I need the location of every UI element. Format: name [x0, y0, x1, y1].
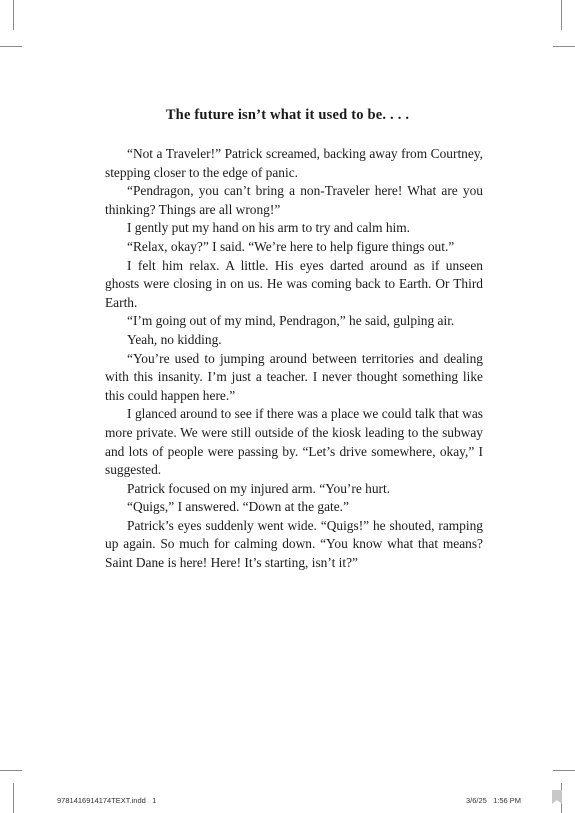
paragraph: “Relax, okay?” I said. “We’re here to help figure things out.” [127, 238, 455, 254]
paragraph: “Pendragon, you can’t bring a non-Traveler here! What are you thinking? Things are all wrong!” [105, 183, 483, 217]
paragraph: I gently put my hand on his arm to try and calm him. [127, 220, 411, 236]
crop-mark-top-left-h [0, 46, 22, 47]
paragraph: “I’m going out of my mind, Pendragon,” he said, gulping air. [127, 313, 455, 329]
crop-mark-top-left [13, 0, 14, 30]
paragraph: “You’re used to jumping around between territories and dealing with this insanity. I’m just a teacher. I never thought something like this could happen here.” [105, 350, 483, 403]
paragraph: Patrick focused on my injured arm. “You’re hurt. [127, 480, 391, 496]
crop-mark-bottom-right-h [553, 770, 575, 771]
paragraph: “Not a Traveler!” Patrick screamed, backing away from Courtney, stepping closer to the edge of panic. [105, 146, 483, 180]
crop-mark-bottom-left [13, 783, 14, 813]
crop-mark-top-right [561, 0, 562, 30]
paragraph: “Quigs,” I answered. “Down at the gate.” [127, 499, 349, 515]
crop-mark-bottom-left-h [0, 770, 22, 771]
crop-mark-top-right-h [553, 46, 575, 47]
bookmark-icon [552, 790, 562, 804]
paragraph: Patrick’s eyes suddenly went wide. “Quigs!” he shouted, ramping up again. So much for calming down. “You know what that means? Saint Dane is here! Here! It’s starting, isn’t it?” [105, 517, 483, 571]
page-heading: The future isn’t what it used to be. . . . [165, 107, 410, 123]
paragraph: Yeah, no kidding. [127, 331, 222, 347]
paragraph: I glanced around to see if there was a place we could talk that was more private. We were still outside of the kiosk leading to the subway and lots of people were passing by. “Let’s drive somewhere, okay,” I suggested. [105, 406, 483, 478]
slug-timestamp: 3/6/25 1:56 PM [466, 796, 522, 805]
body-text [105, 145, 483, 573]
paragraph: I felt him relax. A little. His eyes darted around as if unseen ghosts were closing in on us. He was coming back to Earth. Or Third Earth. [105, 257, 483, 310]
slug-filename: 9781416914174TEXT.indd 1 [57, 796, 157, 805]
